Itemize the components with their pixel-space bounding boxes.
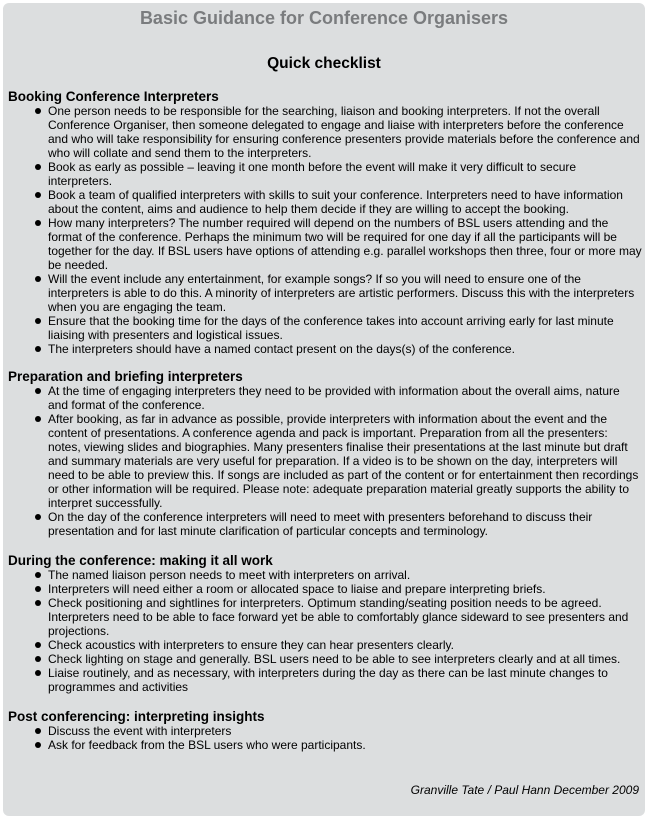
section-heading: During the conference: making it all work [8, 553, 273, 568]
list-item: Ask for feedback from the BSL users who were participants. [48, 738, 642, 752]
document-subtitle: Quick checklist [267, 55, 381, 72]
bullet-list [8, 568, 642, 694]
list-item: Interpreters will need either a room or allocated space to liaise and prepare interpreting briefs. [48, 582, 642, 596]
document-page [3, 3, 645, 816]
section-heading: Post conferencing: interpreting insights [8, 709, 265, 724]
section-booking [8, 89, 642, 356]
list-item: The interpreters should have a named contact present on the days(s) of the conference. [48, 342, 642, 356]
list-item: Check positioning and sightlines for interpreters. Optimum standing/seating position needs to be agreed. Interpreters need to be able to face forward yet be able to comfortably glance sideward to see presenters and projections. [48, 596, 642, 638]
author-signature: Granville Tate / Paul Hann December 2009 [410, 783, 639, 797]
list-item: The named liaison person needs to meet with interpreters on arrival. [48, 568, 642, 582]
section-heading: Preparation and briefing interpreters [8, 369, 243, 384]
section-preparation [8, 369, 642, 538]
section-during-conference [8, 553, 642, 694]
list-item: Will the event include any entertainment, for example songs? If so you will need to ensure one of the interpreters is able to do this. A minority of interpreters are artistic performers. Discuss this with the interpreters when you are engaging the team. [48, 272, 642, 314]
bullet-list [8, 104, 642, 356]
list-item: One person needs to be responsible for the searching, liaison and booking interpreters. If not the overall Conference Organiser, then someone delegated to engage and liaise with interpreters before the conference and who will take responsibility for ensuring conference presenters provide materials before the conference and who will collate and send them to the interpreters. [48, 104, 642, 160]
section-heading: Booking Conference Interpreters [8, 89, 219, 104]
list-item: After booking, as far in advance as possible, provide interpreters with information about the event and the content of presentations. A conference agenda and pack is important. Preparation from all the presenters: notes, viewing slides and biographies. Many presenters finalise their presentations at the last minute but draft and summary materials are very useful for preparation. If a video is to be shown on the day, interpreters will need to be able to preview this. If songs are included as part of the content or for entertainment then recordings or other information will be required. Please note: adequate preparation material greatly supports the ability to interpret successfully. [48, 412, 642, 510]
list-item: On the day of the conference interpreters will need to meet with presenters beforehand to discuss their presentation and for last minute clarification of particular concepts and terminology. [48, 510, 642, 538]
list-item: Book a team of qualified interpreters with skills to suit your conference. Interpreters need to have information about the content, aims and audience to help them decide if they are willing to accept the booking. [48, 188, 642, 216]
list-item: At the time of engaging interpreters they need to be provided with information about the overall aims, nature and format of the conference. [48, 384, 642, 412]
list-item: Check lighting on stage and generally. BSL users need to be able to see interpreters clearly and at all times. [48, 652, 642, 666]
list-item: Discuss the event with interpreters [48, 724, 642, 738]
document-title: Basic Guidance for Conference Organisers [139, 8, 509, 28]
list-item: Book as early as possible – leaving it one month before the event will make it very difficult to secure interpreters. [48, 160, 642, 188]
bullet-list [8, 384, 642, 538]
section-post-conferencing [8, 709, 642, 752]
list-item: Liaise routinely, and as necessary, with interpreters during the day as there can be last minute changes to programmes and activities [48, 666, 642, 694]
list-item: Ensure that the booking time for the days of the conference takes into account arriving early for last minute liaising with presenters and logistical issues. [48, 314, 642, 342]
list-item: Check acoustics with interpreters to ensure they can hear presenters clearly. [48, 638, 642, 652]
bullet-list [8, 724, 642, 752]
list-item: How many interpreters? The number required will depend on the numbers of BSL users attending and the format of the conference. Perhaps the minimum two will be required for one day if all the participants will be together for the day. If BSL users have options of attending e.g. parallel workshops then three, four or more may be needed. [48, 216, 642, 272]
